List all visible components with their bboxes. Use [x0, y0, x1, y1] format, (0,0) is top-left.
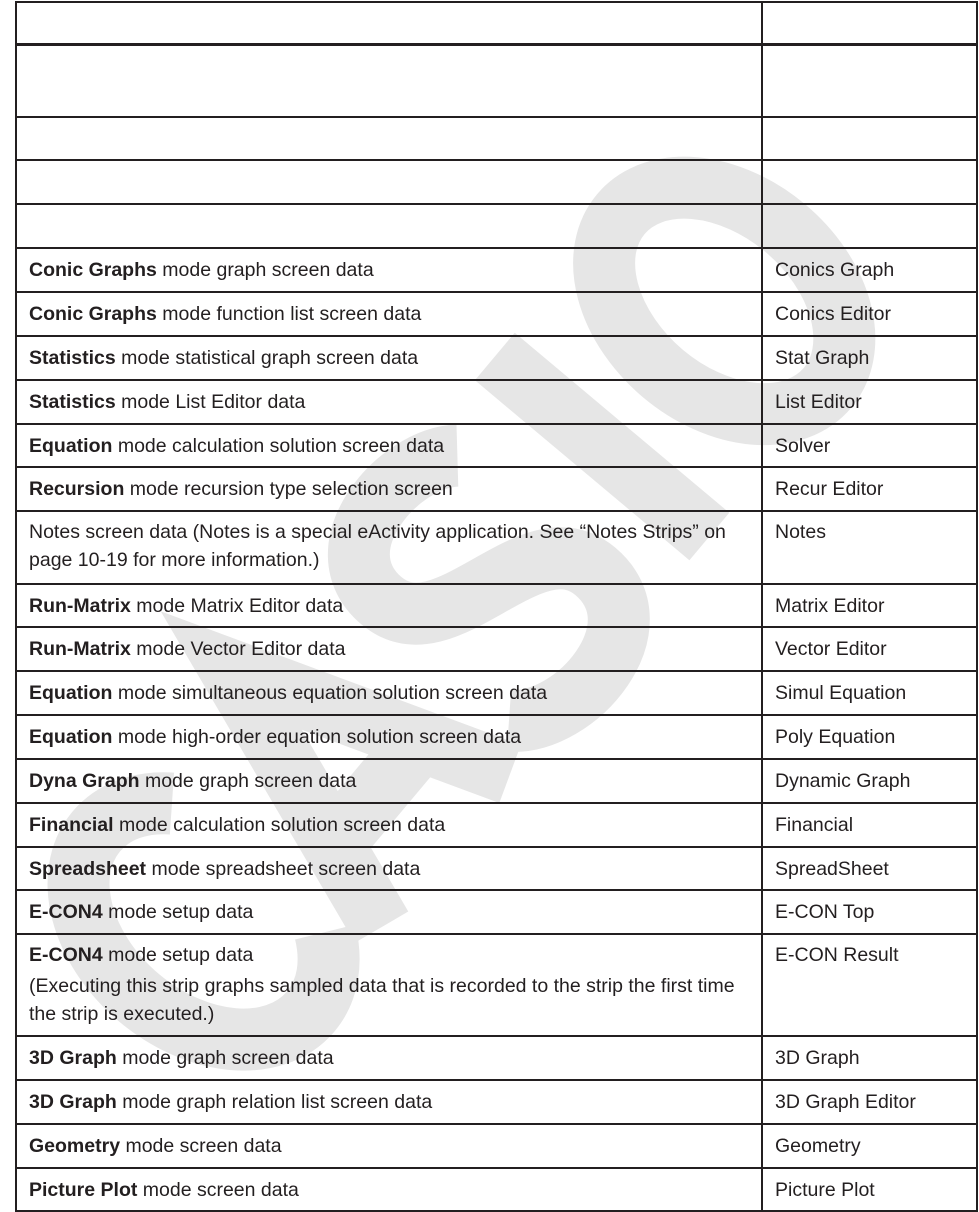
strip-name: Simul Equation	[775, 682, 907, 704]
description-text: mode high-order equation solution screen data	[112, 726, 522, 748]
description-cell	[16, 584, 762, 627]
description-text: mode Matrix Editor data	[130, 594, 344, 617]
description-cell	[16, 2, 762, 44]
description-cell	[16, 934, 762, 1036]
description-text: mode calculation solution screen data	[112, 434, 445, 457]
strip-name: List Editor	[775, 391, 862, 413]
mode-name: Run-Matrix	[29, 594, 131, 617]
strip-name-cell	[762, 336, 977, 380]
description-cell	[16, 847, 762, 890]
description-text: mode Vector Editor data	[130, 638, 346, 660]
description-text: mode setup data	[102, 901, 254, 923]
strip-name: Recur Editor	[775, 478, 884, 500]
description-cell	[16, 44, 762, 117]
table-row	[16, 1036, 977, 1080]
description-cell	[16, 292, 762, 336]
table-row	[16, 160, 977, 204]
strip-table	[15, 1, 978, 1212]
table-row	[16, 117, 977, 160]
strip-name: Conics Editor	[775, 303, 891, 325]
strip-name-cell	[762, 1036, 977, 1080]
mode-name: Dyna Graph	[29, 770, 140, 792]
table-row	[16, 2, 977, 44]
table-row	[16, 847, 977, 890]
strip-name: Vector Editor	[775, 638, 887, 660]
description-cell	[16, 424, 762, 467]
strip-name: Geometry	[775, 1135, 861, 1157]
description-cell	[16, 1036, 762, 1080]
description-text: mode simultaneous equation solution screen data	[112, 682, 548, 704]
strip-name: E-CON Result	[775, 944, 899, 966]
description-cell	[16, 803, 762, 847]
description-text: mode graph relation list screen data	[116, 1091, 433, 1113]
table-row	[16, 248, 977, 292]
description-text: mode spreadsheet screen data	[146, 857, 421, 880]
strip-name-cell	[762, 248, 977, 292]
strip-name: 3D Graph Editor	[775, 1091, 916, 1113]
description-cell	[16, 160, 762, 204]
description-text: mode screen data	[120, 1135, 282, 1157]
table-row	[16, 511, 977, 584]
description-note: (Executing this strip graphs sampled data that is recorded to the strip the first time the strip is executed.)	[29, 975, 735, 1025]
description-text: Notes screen data (Notes is a special eActivity application. See “Notes Strips” on page 10-19 for more information.)	[29, 521, 726, 571]
table-row	[16, 1080, 977, 1124]
strip-name-cell	[762, 511, 977, 584]
table-row	[16, 1168, 977, 1211]
strip-name-cell	[762, 759, 977, 803]
strip-name-cell	[762, 467, 977, 511]
strip-name-cell	[762, 1168, 977, 1211]
strip-name-cell	[762, 1080, 977, 1124]
description-cell	[16, 671, 762, 715]
description-cell	[16, 248, 762, 292]
strip-name: Picture Plot	[775, 1178, 875, 1201]
table-row	[16, 715, 977, 759]
strip-name-cell	[762, 671, 977, 715]
description-cell	[16, 759, 762, 803]
mode-name: Equation	[29, 434, 113, 457]
mode-name: Geometry	[29, 1135, 121, 1157]
strip-name-cell	[762, 204, 977, 248]
strip-name: 3D Graph	[775, 1047, 860, 1069]
table-row	[16, 292, 977, 336]
description-text: mode graph screen data	[139, 770, 357, 792]
strip-name: E-CON Top	[775, 901, 875, 923]
mode-name: Spreadsheet	[29, 857, 147, 880]
mode-name: Statistics	[29, 347, 116, 369]
description-cell	[16, 336, 762, 380]
description-text: mode graph screen data	[116, 1047, 334, 1069]
mode-name: E-CON4	[29, 944, 103, 966]
strip-name-cell	[762, 292, 977, 336]
mode-name: E-CON4	[29, 901, 103, 923]
strip-name: Matrix Editor	[775, 594, 885, 617]
description-cell	[16, 204, 762, 248]
description-cell	[16, 1124, 762, 1168]
strip-name: SpreadSheet	[775, 857, 889, 880]
description-cell	[16, 890, 762, 934]
table-row	[16, 467, 977, 511]
table-row	[16, 44, 977, 117]
description-cell	[16, 117, 762, 160]
strip-name-cell	[762, 584, 977, 627]
table-row	[16, 336, 977, 380]
strip-name-cell	[762, 803, 977, 847]
description-text: mode setup data	[102, 944, 254, 966]
mode-name: Run-Matrix	[29, 638, 131, 660]
strip-name: Notes	[775, 521, 826, 543]
table-row	[16, 803, 977, 847]
description-cell	[16, 380, 762, 424]
table-row	[16, 671, 977, 715]
description-cell	[16, 627, 762, 671]
mode-name: 3D Graph	[29, 1047, 117, 1069]
table-row	[16, 627, 977, 671]
description-cell	[16, 1080, 762, 1124]
description-text: mode screen data	[137, 1178, 299, 1201]
strip-name-cell	[762, 715, 977, 759]
table-row	[16, 584, 977, 627]
strip-name: Poly Equation	[775, 726, 896, 748]
strip-name: Financial	[775, 814, 854, 836]
mode-name: Statistics	[29, 391, 116, 413]
strip-name: Conics Graph	[775, 259, 895, 281]
description-cell	[16, 715, 762, 759]
strip-name-cell	[762, 424, 977, 467]
description-text: mode graph screen data	[156, 259, 374, 281]
description-text: mode recursion type selection screen	[124, 478, 453, 500]
description-cell	[16, 511, 762, 584]
strip-name-cell	[762, 380, 977, 424]
strip-name-cell	[762, 1124, 977, 1168]
description-cell	[16, 467, 762, 511]
mode-name: Conic Graphs	[29, 303, 157, 325]
table-row	[16, 204, 977, 248]
strip-name-cell	[762, 160, 977, 204]
mode-name: Equation	[29, 682, 113, 704]
strip-name: Stat Graph	[775, 347, 870, 369]
description-text: mode statistical graph screen data	[115, 347, 419, 369]
strip-name-cell	[762, 627, 977, 671]
mode-name: Equation	[29, 726, 113, 748]
mode-name: Recursion	[29, 478, 125, 500]
description-text: mode function list screen data	[156, 303, 422, 325]
description-text: mode List Editor data	[115, 391, 306, 413]
table-row	[16, 380, 977, 424]
strip-name: Dynamic Graph	[775, 770, 911, 792]
table-row	[16, 934, 977, 1036]
mode-name: Conic Graphs	[29, 259, 157, 281]
mode-name: Financial	[29, 814, 114, 836]
mode-name: 3D Graph	[29, 1091, 117, 1113]
strip-name-cell	[762, 44, 977, 117]
description-text: mode calculation solution screen data	[113, 814, 446, 836]
description-cell	[16, 1168, 762, 1211]
strip-name-cell	[762, 934, 977, 1036]
strip-name-cell	[762, 890, 977, 934]
table-row	[16, 424, 977, 467]
mode-name: Picture Plot	[29, 1178, 138, 1201]
strip-name-cell	[762, 847, 977, 890]
strip-name: Solver	[775, 434, 831, 457]
table-row	[16, 890, 977, 934]
strip-name-cell	[762, 2, 977, 44]
table-row	[16, 759, 977, 803]
table-row	[16, 1124, 977, 1168]
strip-name-cell	[762, 117, 977, 160]
